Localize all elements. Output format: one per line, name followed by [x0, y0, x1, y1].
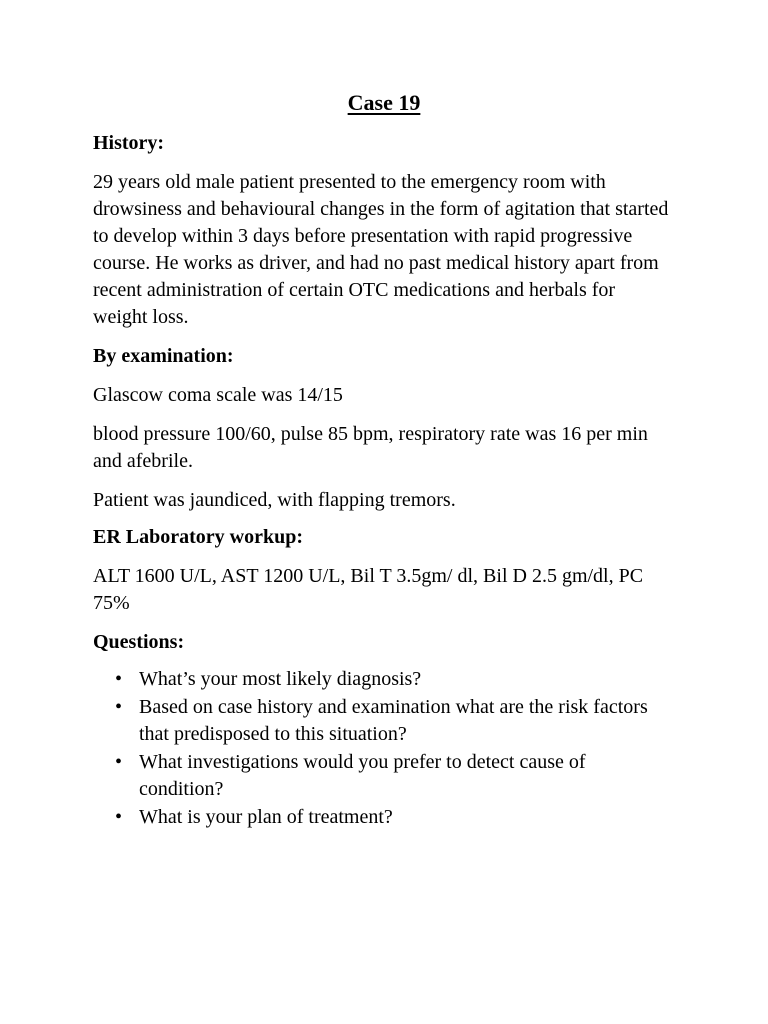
- question-item: [93, 666, 673, 693]
- question-item: [93, 694, 673, 748]
- examination-signs: Patient was jaundiced, with flapping tremors.: [93, 489, 456, 511]
- bullet-icon: •: [115, 751, 123, 773]
- question-item: [93, 749, 673, 803]
- case-document: [93, 86, 673, 832]
- lab-heading: ER Laboratory workup:: [93, 526, 304, 548]
- questions-list: [93, 666, 673, 831]
- question-text: What is your plan of treatment?: [139, 806, 393, 828]
- case-title-text: Case 19: [347, 90, 421, 115]
- bullet-icon: •: [115, 668, 123, 690]
- examination-gcs: Glascow coma scale was 14/15: [93, 384, 343, 406]
- question-text: Based on case history and examination what are the risk factors that predisposed to this situation?: [139, 696, 648, 745]
- bullet-icon: •: [115, 806, 123, 828]
- questions-heading: Questions:: [93, 631, 185, 653]
- case-title: [93, 86, 673, 120]
- examination-heading: By examination:: [93, 345, 234, 367]
- question-text: What investigations would you prefer to detect cause of condition?: [139, 751, 586, 800]
- examination-vitals: blood pressure 100/60, pulse 85 bpm, respiratory rate was 16 per min and afebrile.: [93, 423, 648, 472]
- bullet-icon: •: [115, 696, 123, 718]
- question-text: What’s your most likely diagnosis?: [139, 668, 422, 690]
- question-item: [93, 804, 673, 831]
- lab-results: ALT 1600 U/L, AST 1200 U/L, Bil T 3.5gm/ dl, Bil D 2.5 gm/dl, PC 75%: [93, 565, 644, 614]
- history-text: 29 years old male patient presented to the emergency room with drowsiness and behavioural changes in the form of agitation that started to develop within 3 days before presentation with rapid progressive course. He works as driver, and had no past medical history apart from recent administration of certain OTC medications and herbals for weight loss.: [93, 171, 669, 328]
- history-heading: History:: [93, 132, 165, 154]
